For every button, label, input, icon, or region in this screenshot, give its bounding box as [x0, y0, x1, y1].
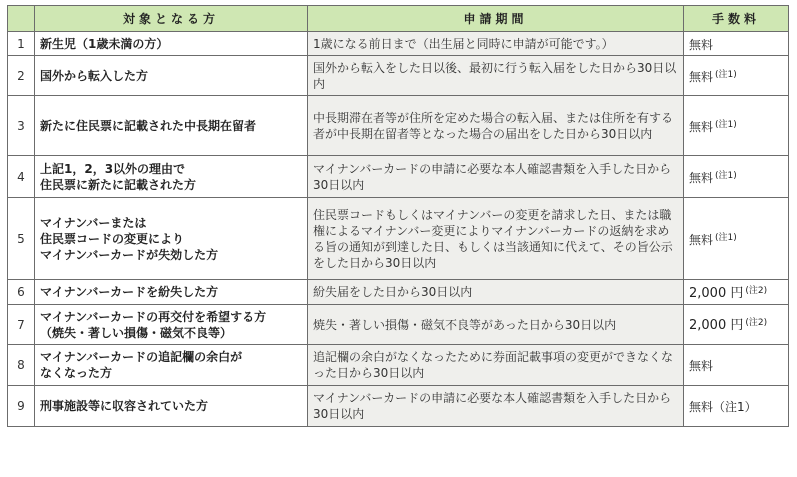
row-number: 2 [8, 56, 35, 96]
row-number: 6 [8, 280, 35, 305]
fee-amount: 2,000 円 [689, 318, 744, 333]
row-fee [684, 198, 789, 280]
row-target: マイナンバーまたは 住民票コードの変更により マイナンバーカードが失効した方 [35, 198, 308, 280]
row-period: マイナンバーカードの申請に必要な本人確認書類を入手した日から30日以内 [308, 156, 684, 198]
row-target: 新生児（1歳未満の方） [35, 32, 308, 56]
row-period: 紛失届をした日から30日以内 [308, 280, 684, 305]
row-number: 3 [8, 96, 35, 156]
eligibility-table [7, 5, 789, 427]
row-period: 1歳になる前日まで（出生届と同時に申請が可能です。） [308, 32, 684, 56]
table-row [8, 156, 789, 198]
row-period: 住民票コードもしくはマイナンバーの変更を請求した日、または職権によるマイナンバー変更によりマイナンバーカードの返納を求める旨の通知が到達した日、もしくは当該通知に代えて、その旨公示をした日から30日以内 [308, 198, 684, 280]
fee-amount: 無料 [689, 119, 714, 134]
row-number: 5 [8, 198, 35, 280]
row-period: 中長期滞在者等が住所を定めた場合の転入届、または住所を有する者が中長期在留者等となった場合の届出をした日から30日以内 [308, 96, 684, 156]
row-number: 4 [8, 156, 35, 198]
row-target: マイナンバーカードを紛失した方 [35, 280, 308, 305]
table-row [8, 198, 789, 280]
fee-amount: 無料 [689, 359, 714, 373]
table-row [8, 32, 789, 56]
row-target: 上記1，2，3以外の理由で 住民票に新たに記載された方 [35, 156, 308, 198]
table-row [8, 96, 789, 156]
fee-amount: 無料 [689, 232, 714, 247]
row-target: 新たに住民票に記載された中長期在留者 [35, 96, 308, 156]
table-row [8, 280, 789, 305]
header-row [8, 6, 789, 32]
fee-amount: 2,000 円 [689, 285, 744, 301]
row-period: 国外から転入をした日以後、最初に行う転入届をした日から30日以内 [308, 56, 684, 96]
table-row [8, 345, 789, 386]
header-period: 申請期間 [308, 6, 684, 32]
fee-note: (注1) [715, 232, 737, 243]
table-row [8, 305, 789, 345]
row-fee [684, 305, 789, 345]
row-target: マイナンバーカードの再交付を希望する方 （焼失・著しい損傷・磁気不良等） [35, 305, 308, 345]
row-target: 国外から転入した方 [35, 56, 308, 96]
row-fee [684, 386, 789, 427]
header-fee: 手数料 [684, 6, 789, 32]
row-number: 9 [8, 386, 35, 427]
row-target: マイナンバーカードの追記欄の余白が なくなった方 [35, 345, 308, 386]
fee-note: (注1) [715, 119, 737, 130]
row-fee [684, 345, 789, 386]
row-number: 8 [8, 345, 35, 386]
fee-note: (注1) [715, 170, 737, 181]
fee-note: (注2) [745, 285, 768, 296]
row-target: 刑事施設等に収容されていた方 [35, 386, 308, 427]
row-fee [684, 32, 789, 56]
fee-amount: 無料 [689, 69, 714, 84]
fee-note: (注2) [745, 318, 768, 328]
header-num [8, 6, 35, 32]
table-row [8, 56, 789, 96]
row-fee [684, 96, 789, 156]
fee-amount: 無料（注1） [689, 400, 757, 414]
row-fee [684, 280, 789, 305]
row-fee [684, 156, 789, 198]
fee-note: (注1) [715, 69, 737, 80]
row-period: 焼失・著しい損傷・磁気不良等があった日から30日以内 [308, 305, 684, 345]
row-period: マイナンバーカードの申請に必要な本人確認書類を入手した日から30日以内 [308, 386, 684, 427]
row-number: 1 [8, 32, 35, 56]
fee-amount: 無料 [689, 37, 714, 52]
row-period: 追記欄の余白がなくなったために券面記載事項の変更ができなくなった日から30日以内 [308, 345, 684, 386]
row-fee [684, 56, 789, 96]
table-row [8, 386, 789, 427]
header-target: 対象となる方 [35, 6, 308, 32]
row-number: 7 [8, 305, 35, 345]
fee-amount: 無料 [689, 170, 714, 185]
